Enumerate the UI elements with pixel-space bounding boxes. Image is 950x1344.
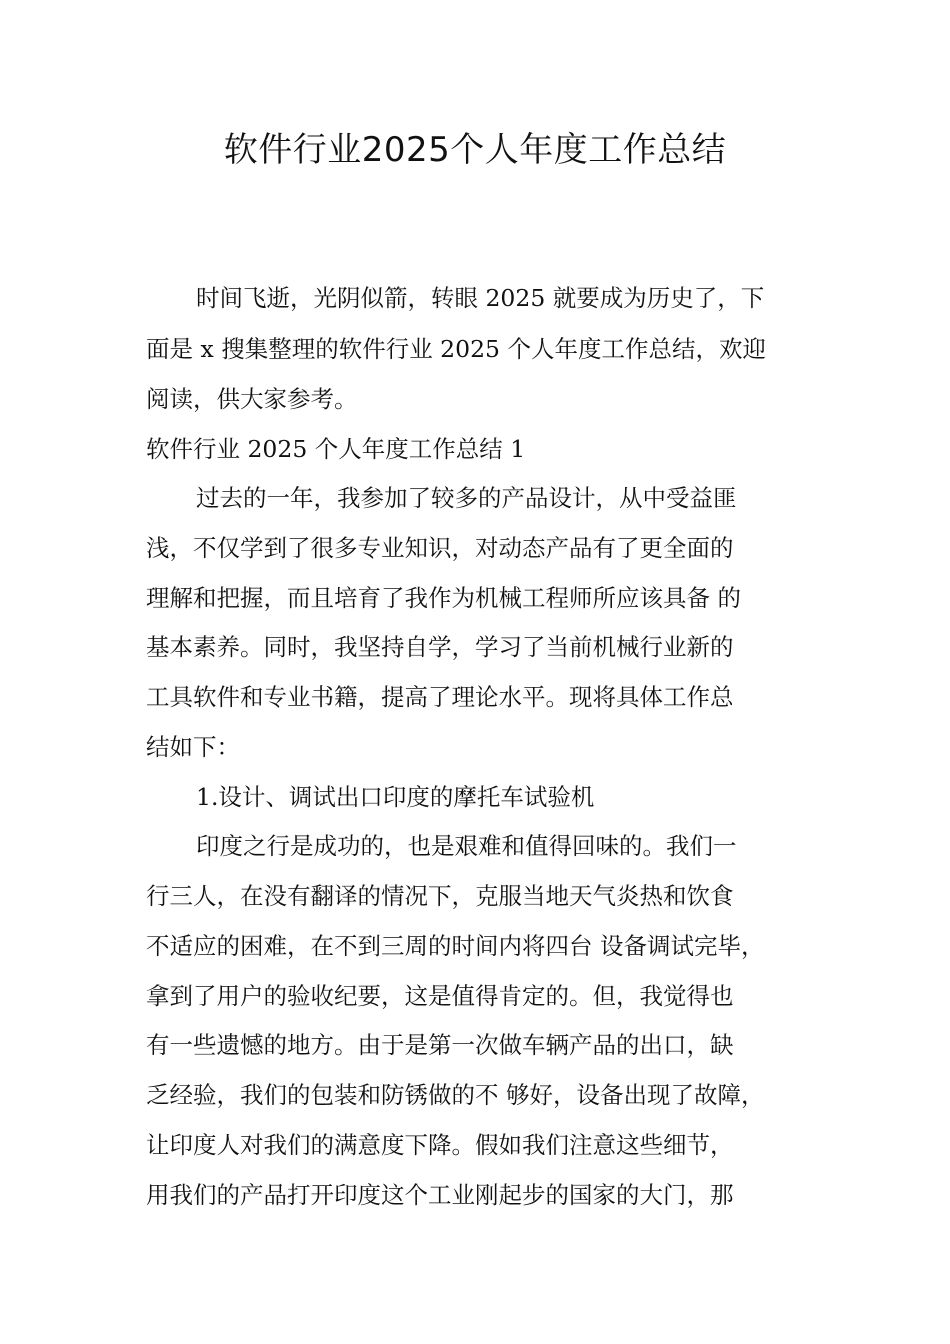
paragraph-line: 工具软件和专业书籍，提高了理论水平。现将具体工作总: [146, 683, 734, 711]
paragraph-line: 行三人，在没有翻译的情况下，克服当地天气炎热和饮食: [146, 882, 734, 910]
paragraph-line: 结如下：: [146, 733, 240, 761]
paragraph-line: 浅，不仅学到了很多专业知识，对动态产品有了更全面的: [146, 534, 734, 562]
paragraph-line: 理解和把握，而且培育了我作为机械工程师所应该具备 的: [146, 584, 741, 612]
paragraph-line: 过去的一年，我参加了较多的产品设计，从中受益匪: [196, 484, 737, 512]
paragraph-line: 有一些遗憾的地方。由于是第一次做车辆产品的出口，缺: [146, 1031, 734, 1059]
document-title: 软件行业2025个人年度工作总结: [223, 130, 727, 170]
paragraph-line: 拿到了用户的验收纪要，这是值得肯定的。但，我觉得也: [146, 982, 734, 1010]
subsection-heading: 1.设计、调试出口印度的摩托车试验机: [196, 783, 595, 811]
section-heading: 软件行业 2025 个人年度工作总结 1: [146, 435, 526, 463]
paragraph-line: 用我们的产品打开印度这个工业刚起步的国家的大门，那: [146, 1181, 734, 1209]
paragraph-line: 让印度人对我们的满意度下降。假如我们注意这些细节，: [146, 1131, 734, 1159]
paragraph-line: 印度之行是成功的，也是艰难和值得回味的。我们一: [196, 832, 737, 860]
paragraph-line: 不适应的困难，在不到三周的时间内将四台 设备调试完毕，: [146, 932, 765, 960]
paragraph-line: 阅读，供大家参考。: [146, 385, 358, 413]
paragraph-line: 乏经验，我们的包装和防锈做的不 够好，设备出现了故障，: [146, 1081, 765, 1109]
paragraph-line: 面是 x 搜集整理的软件行业 2025 个人年度工作总结，欢迎: [146, 335, 766, 363]
paragraph-line: 时间飞逝，光阴似箭，转眼 2025 就要成为历史了，下: [196, 284, 765, 312]
paragraph-line: 基本素养。同时，我坚持自学，学习了当前机械行业新的: [146, 633, 734, 661]
